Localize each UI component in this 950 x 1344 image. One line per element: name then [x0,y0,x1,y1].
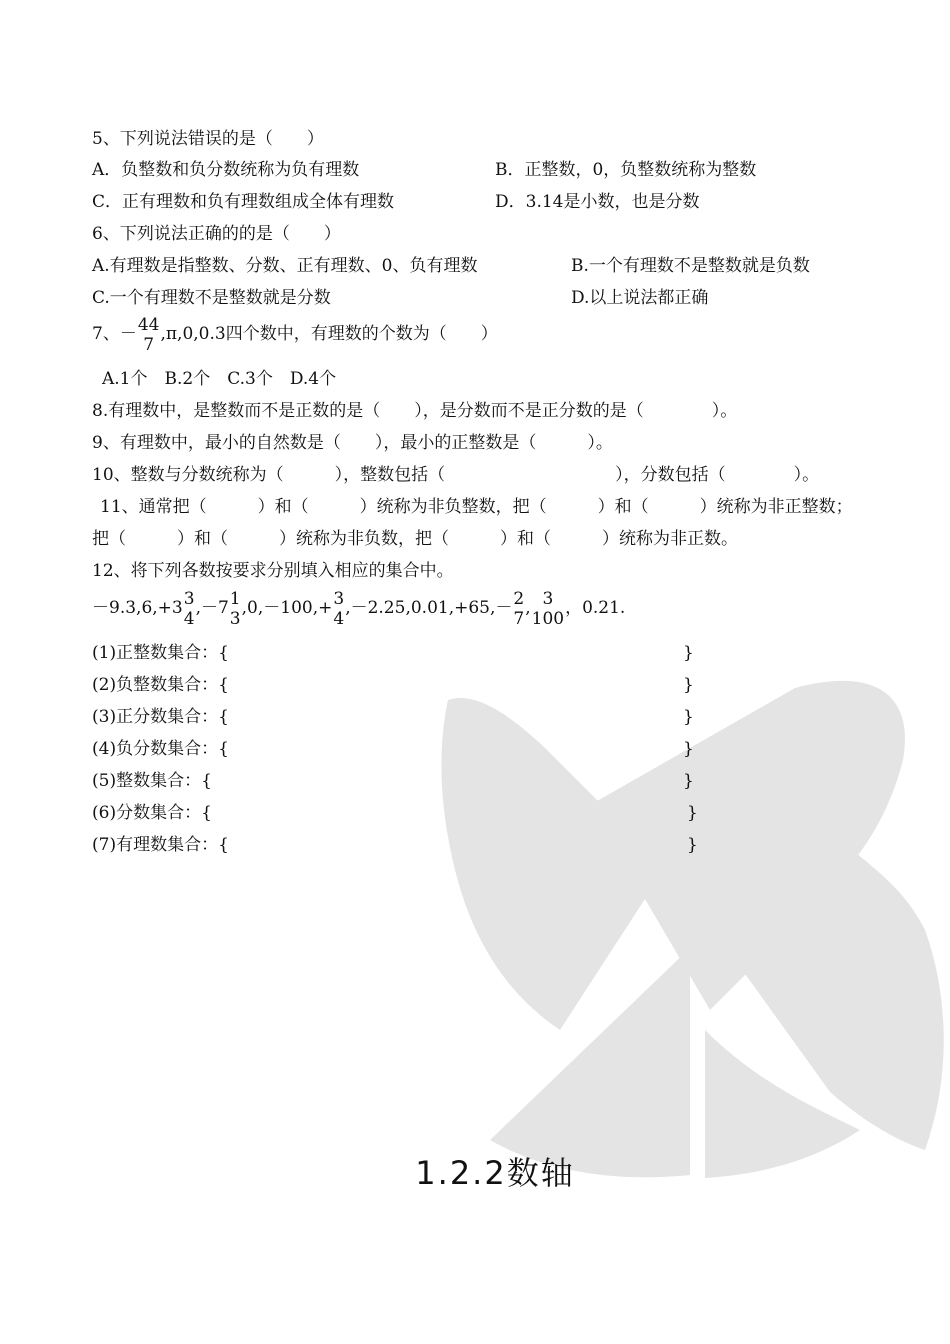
fraction-denominator: 3 [229,608,241,629]
fraction-denominator: 4 [183,608,195,629]
set-negative-fractions-label: (4)负分数集合：{ [92,739,229,759]
q8: 8.有理数中，是整数而不是正数的是（ ），是分数而不是正分数的是（ ）。 [92,401,738,421]
set-integers-label: (5)整数集合：{ [92,771,212,791]
q9: 9、有理数中，最小的自然数是（ ），最小的正整数是（ ）。 [92,433,613,453]
q5-option-b: B．正整数，0，负整数统称为整数 [495,160,757,180]
section-heading: 1.2.2数轴 [415,1154,575,1192]
fraction-numerator: 3 [333,588,345,609]
q10: 10、整数与分数统称为（ ），整数包括（ ），分数包括（ ）。 [92,465,820,485]
q6-stem: 6、下列说法正确的的是（ ） [92,224,341,244]
fraction-denominator: 7 [513,608,525,629]
set-positive-fractions-close: } [683,707,694,727]
number-segment: ,0,－100,+ [241,598,333,618]
fraction [513,589,524,629]
q6-option-b: B.一个有理数不是整数就是负数 [571,256,810,276]
set-positive-integers-label: (1)正整数集合：{ [92,643,229,663]
q11-line-2: 把（ ）和（ ）统称为非负数，把（ ）和（ ）统称为非正数。 [92,529,738,549]
set-positive-integers-close: } [683,643,694,663]
number-segment: ，0.21. [565,598,626,618]
number-segment: －9.3,6,+3 [92,598,183,618]
set-positive-fractions-label: (3)正分数集合：{ [92,707,229,727]
set-negative-integers-label: (2)负整数集合：{ [92,675,229,695]
q12-stem: 12、将下列各数按要求分别填入相应的集合中。 [92,561,454,581]
set-fractions-close: } [687,803,698,823]
q6-option-d: D.以上说法都正确 [571,288,709,308]
set-fractions-label: (6)分数集合：{ [92,803,212,823]
fraction [230,589,241,629]
fraction [532,589,564,629]
q5-option-d: D．3.14是小数，也是分数 [495,192,700,212]
q7-stem [92,313,498,355]
q11-line-1: 11、通常把（ ）和（ ）统称为非负整数，把（ ）和（ ）统称为非正整数； [100,497,853,517]
fraction [184,589,195,629]
q6-option-c: C.一个有理数不是整数就是分数 [92,288,331,308]
set-integers-close: } [683,771,694,791]
number-segment: ,－7 [195,598,229,618]
q6-option-a: A.有理数是指整数、分数、正有理数、0、负有理数 [92,256,478,276]
q7-fraction [138,315,160,355]
fraction-numerator: 2 [513,588,525,609]
q12-numbers [92,586,625,630]
number-segment: , [525,598,531,618]
q7-suffix: ,π,0,0.3四个数中，有理数的个数为（ ） [160,324,498,344]
number-segment: ,－2.25,0.01,+65,－ [345,598,513,618]
q7-options: A.1个 B.2个 C.3个 D.4个 [102,369,337,389]
set-negative-fractions-close: } [683,739,694,759]
set-rationals-label: (7)有理数集合：{ [92,835,229,855]
fraction [333,589,344,629]
fraction-denominator: 7 [143,334,155,355]
set-rationals-close: } [687,835,698,855]
fraction-numerator: 3 [542,588,554,609]
fraction-numerator: 3 [183,588,195,609]
fraction-denominator: 4 [333,608,345,629]
fraction-numerator: 1 [229,588,241,609]
set-negative-integers-close: } [683,675,694,695]
q5-option-a: A．负整数和负分数统称为负有理数 [92,160,360,180]
q5-stem: 5、下列说法错误的是（ ） [92,129,324,149]
fraction-denominator: 100 [531,608,565,629]
q7-prefix: 7、－ [92,324,137,344]
fraction-numerator: 44 [137,314,160,335]
q5-option-c: C．正有理数和负有理数组成全体有理数 [92,192,395,212]
